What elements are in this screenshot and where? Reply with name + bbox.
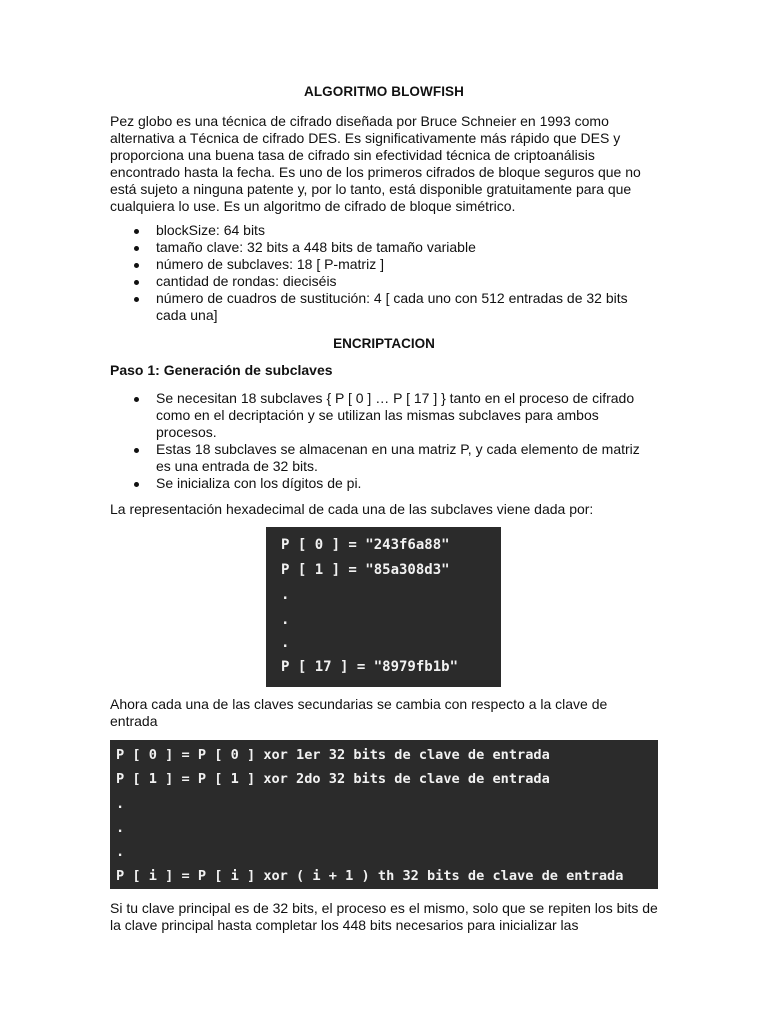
specs-list xyxy=(110,222,658,324)
code-line: P [ 1 ] = P [ 1 ] xor 2do 32 bits de clave de entrada xyxy=(116,771,550,787)
list-item: número de cuadros de sustitución: 4 [ cada uno con 512 entradas de 32 bits cada una] xyxy=(110,290,658,324)
code-line: P [ 0 ] = "243f6a88" xyxy=(281,537,450,553)
hex-intro-paragraph: La representación hexadecimal de cada una de las subclaves viene dada por: xyxy=(110,501,594,517)
code-line: . xyxy=(281,587,290,603)
section-title: ENCRIPTACION xyxy=(333,336,435,351)
step1-title: Paso 1: Generación de subclaves xyxy=(110,362,333,378)
intro-paragraph: Pez globo es una técnica de cifrado diseñada por Bruce Schneier en 1993 como alternativa a Técnica de cifrado DES. Es significativamente más rápido que DES y proporciona una buena tasa de cifrado sin efectividad técnica de criptoanálisis encontrado hasta la fecha. Es uno de los primeros cifrados de bloque seguros que no está sujeto a ninguna patente y, por lo tanto, está disponible gratuitamente para que cualquiera lo use. Es un algoritmo de cifrado de bloque simétrico. xyxy=(110,113,641,214)
code-line: . xyxy=(116,844,125,860)
code-line: P [ i ] = P [ i ] xor ( i + 1 ) th 32 bits de clave de entrada xyxy=(116,868,624,884)
list-item: número de subclaves: 18 [ P-matriz ] xyxy=(110,256,658,273)
code-line: . xyxy=(281,612,290,628)
xor-intro-paragraph: Ahora cada una de las claves secundarias se cambia con respecto a la clave de entrada xyxy=(110,696,608,729)
list-item: Se inicializa con los dígitos de pi. xyxy=(110,475,658,492)
list-item: Estas 18 subclaves se almacenan en una matriz P, y cada elemento de matriz es una entrada de 32 bits. xyxy=(110,441,658,475)
step1-list xyxy=(110,390,658,492)
list-item: tamaño clave: 32 bits a 448 bits de tamaño variable xyxy=(110,239,658,256)
code-line: . xyxy=(116,820,125,836)
list-item: blockSize: 64 bits xyxy=(110,222,658,239)
xor-code-block xyxy=(110,740,658,889)
list-item: cantidad de rondas: dieciséis xyxy=(110,273,658,290)
closing-paragraph: Si tu clave principal es de 32 bits, el proceso es el mismo, solo que se repiten los bits de la clave principal hasta completar los 448 bits necesarios para inicializar las xyxy=(110,900,658,933)
code-line: P [ 17 ] = "8979fb1b" xyxy=(281,659,459,675)
list-item: Se necesitan 18 subclaves { P [ 0 ] … P [ 17 ] } tanto en el proceso de cifrado como en el decriptación y se utilizan las mismas subclaves para ambos procesos. xyxy=(110,390,658,441)
code-line: . xyxy=(116,796,125,812)
document-title: ALGORITMO BLOWFISH xyxy=(303,84,465,99)
code-line: P [ 1 ] = "85a308d3" xyxy=(281,562,450,578)
code-line: P [ 0 ] = P [ 0 ] xor 1er 32 bits de clave de entrada xyxy=(116,747,550,763)
code-line: . xyxy=(281,635,290,651)
hex-code-block xyxy=(266,527,501,687)
